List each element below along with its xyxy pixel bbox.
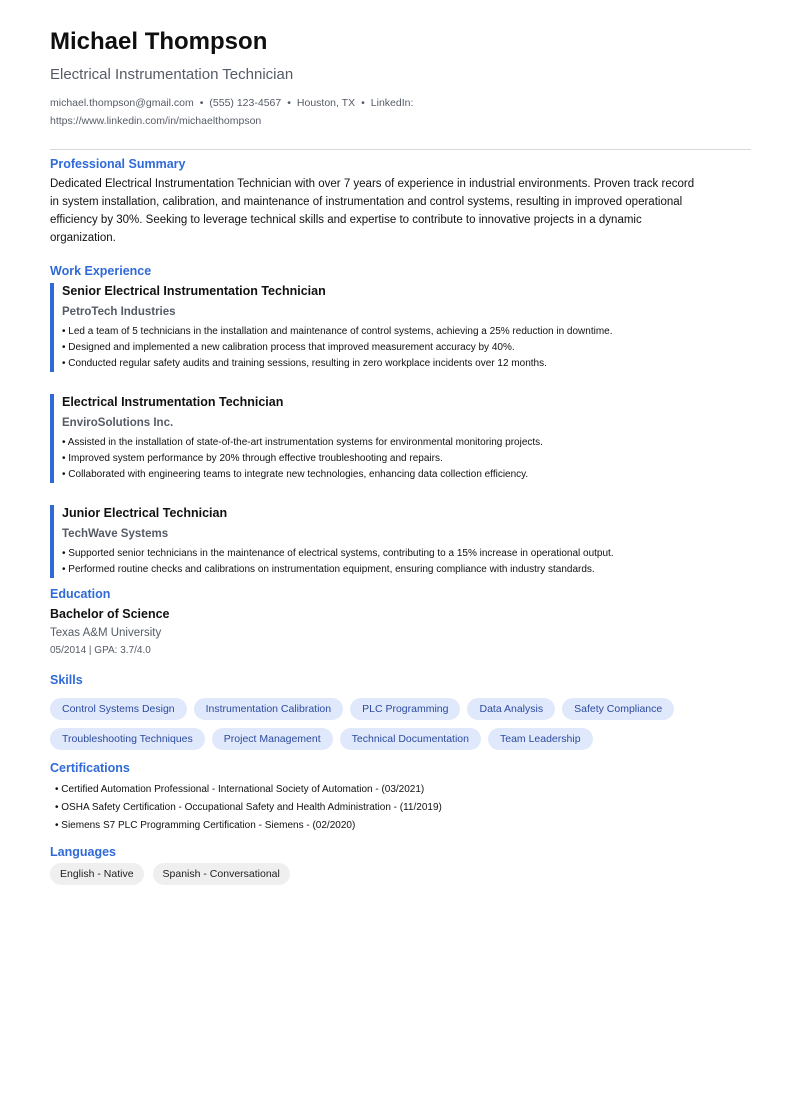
- certifications-list: [55, 781, 751, 835]
- skill-chip: PLC Programming: [350, 698, 460, 720]
- candidate-title: Electrical Instrumentation Technician: [50, 66, 294, 83]
- education-school: Texas A&M University: [50, 627, 162, 639]
- job-bullets: [62, 546, 751, 578]
- job-company: PetroTech Industries: [62, 306, 176, 318]
- education-degree: Bachelor of Science: [50, 607, 170, 621]
- certification-item: • OSHA Safety Certification - Occupational Safety and Health Administration - (11/2019): [55, 802, 442, 813]
- candidate-name: Michael Thompson: [50, 28, 268, 55]
- job-entry: [50, 394, 751, 483]
- job-entry: [50, 283, 751, 372]
- skill-chip: Safety Compliance: [562, 698, 674, 720]
- contact-linkedin[interactable]: LinkedIn: https://www.linkedin.com/in/michaelthompson: [50, 97, 414, 127]
- header-divider: [50, 149, 751, 150]
- job-bullet: • Assisted in the installation of state-of-the-art instrumentation systems for environmental monitoring projects.: [62, 437, 543, 448]
- skills-heading: Skills: [50, 673, 83, 687]
- language-chip: Spanish - Conversational: [153, 863, 290, 885]
- skill-chip: Instrumentation Calibration: [194, 698, 343, 720]
- skills-list: [50, 698, 710, 758]
- summary-heading: Professional Summary: [50, 157, 186, 171]
- education-heading: Education: [50, 587, 111, 601]
- job-company: TechWave Systems: [62, 528, 169, 540]
- contact-location: Houston, TX: [296, 97, 356, 109]
- certifications-heading: Certifications: [50, 761, 130, 775]
- languages-heading: Languages: [50, 845, 116, 859]
- skill-chip: Control Systems Design: [50, 698, 187, 720]
- languages-list: [50, 863, 751, 885]
- job-entry: [50, 505, 751, 578]
- skill-chip: Technical Documentation: [340, 728, 481, 750]
- job-company: EnviroSolutions Inc.: [62, 417, 174, 429]
- job-title: Junior Electrical Technician: [62, 506, 228, 520]
- summary-text: Dedicated Electrical Instrumentation Technician with over 7 years of experience in industrial environments. Proven track record in system installation, calibration, and maintenance of instrumentation and control systems, resulting in improved operational efficiency by 30%. Seeking to leverage technical skills and expertise to contribute to innovative projects in a dynamic organization.: [50, 178, 695, 244]
- job-bullet: • Led a team of 5 technicians in the installation and maintenance of control systems, achieving a 25% reduction in downtime.: [62, 326, 613, 337]
- job-bullet: • Collaborated with engineering teams to integrate new technologies, enhancing data collection efficiency.: [62, 469, 529, 480]
- contact-separator: •: [199, 97, 204, 109]
- contact-email[interactable]: michael.thompson@gmail.com: [50, 97, 194, 109]
- contact-separator: •: [287, 97, 291, 109]
- skill-chip: Data Analysis: [467, 698, 555, 720]
- job-bullets: [62, 435, 751, 483]
- skill-chip: Project Management: [212, 728, 333, 750]
- work-heading: Work Experience: [50, 264, 152, 278]
- resume-page: [50, 28, 751, 885]
- certification-item: • Siemens S7 PLC Programming Certification - Siemens - (02/2020): [55, 820, 356, 831]
- job-bullet: • Supported senior technicians in the maintenance of electrical systems, contributing to a 15% increase in operational output.: [62, 548, 614, 559]
- skill-chip: Team Leadership: [488, 728, 593, 750]
- job-title: Senior Electrical Instrumentation Technician: [62, 284, 326, 298]
- job-bullet: • Performed routine checks and calibrations on instrumentation equipment, ensuring compliance with industry standards.: [62, 564, 595, 575]
- job-bullets: [62, 324, 751, 372]
- job-bullet: • Conducted regular safety audits and training sessions, resulting in zero workplace incidents over 12 months.: [62, 358, 547, 369]
- contact-phone: (555) 123-4567: [209, 97, 282, 109]
- language-chip: English - Native: [50, 863, 144, 885]
- education-date-gpa: 05/2014 | GPA: 3.7/4.0: [50, 645, 151, 656]
- job-bullet: • Improved system performance by 20% through effective troubleshooting and repairs.: [62, 453, 443, 464]
- contact-separator: •: [361, 97, 365, 109]
- certification-item: • Certified Automation Professional - International Society of Automation - (03/2021): [55, 784, 425, 795]
- contact-line: [50, 94, 430, 130]
- job-title: Electrical Instrumentation Technician: [62, 395, 284, 409]
- job-bullet: • Designed and implemented a new calibration process that improved measurement accuracy by 40%.: [62, 342, 515, 353]
- skill-chip: Troubleshooting Techniques: [50, 728, 205, 750]
